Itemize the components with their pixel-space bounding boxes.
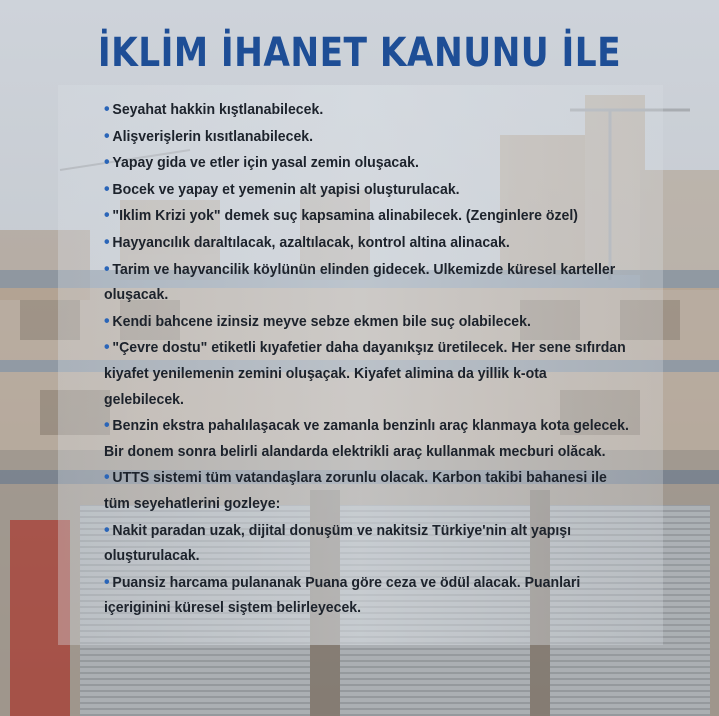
list-item	[104, 569, 630, 621]
list-item-text: Benzin ekstra pahalılaşacak ve zamanla benzinlı araç klanmaya kota gelecek. Bir donem sonra belirli alandarda elektrikli araç kullanmak mecburi olăcak.	[104, 417, 629, 460]
bullet-icon: •	[104, 519, 110, 539]
list-item-text: Puansiz harcama pulananak Puana göre ceza ve ödül alacak. Puanlari içeriginini küresel siştem belirleyecek.	[104, 573, 581, 617]
bullet-icon: •	[104, 152, 110, 172]
bullet-icon: •	[104, 571, 110, 591]
list-item-text: Seyahat hakkin kıştlanabilecek.	[112, 101, 324, 118]
list-item	[104, 256, 630, 308]
bullet-icon: •	[104, 310, 110, 330]
bullet-icon: •	[104, 337, 110, 357]
bullet-icon: •	[104, 231, 110, 251]
bullet-icon: •	[104, 99, 110, 118]
list-item-text: "Çevre dostu" etiketli kıyafetier daha dayanıkşız üretilecek. Her sene sıfırdan kiyafet yenilemenin zemini oluşaçak. Kiyafet alimina da yillik k-ota gelebilecek.	[104, 339, 626, 408]
list-item	[104, 308, 630, 335]
claims-list	[104, 96, 630, 621]
list-item	[104, 464, 630, 516]
list-item-text: UTTS sistemi tüm vatandaşlara zorunlu olacak. Karbon takibi bahanesi ile tüm seyehatlerini gozleye:	[104, 469, 607, 512]
list-item-text: "Iklim Krizi yok" demek suç kapsamina alinabilecek. (Zenginlere özel)	[112, 207, 578, 225]
list-item-text: Kendi bahcene izinsiz meyve sebze ekmen bile suç olabilecek.	[112, 312, 531, 330]
list-item	[104, 334, 630, 412]
bullet-icon: •	[104, 467, 110, 487]
list-item-text: Hayyancılık daraltılacak, azaltılacak, kontrol altina alinacak.	[112, 233, 510, 251]
list-item	[104, 517, 630, 569]
bullet-icon: •	[104, 178, 110, 198]
bullet-icon: •	[104, 415, 110, 435]
list-item-text: Nakit paradan uzak, dijital donuşüm ve nakitsiz Türkiye'nin alt yapışı oluşturulacak.	[104, 521, 572, 565]
list-item-text: Yapay gida ve etler için yasal zemin oluşacak.	[112, 154, 419, 172]
list-item	[104, 202, 630, 229]
list-item	[104, 96, 630, 123]
list-item	[104, 123, 630, 150]
bullet-icon: •	[104, 258, 110, 278]
bullet-icon: •	[104, 125, 110, 145]
list-item	[104, 412, 630, 464]
list-item	[104, 229, 630, 256]
list-item-text: Alişverişlerin kısıtlanabilecek.	[112, 127, 314, 145]
bullet-icon: •	[104, 205, 110, 225]
list-item	[104, 176, 630, 203]
list-item	[104, 149, 630, 176]
page-title: İKLİM İHANET KANUNU İLE	[97, 30, 622, 76]
list-item-text: Bocek ve yapay et yemenin alt yapisi oluşturulacak.	[112, 180, 460, 198]
list-item-text: Tarim ve hayvancilik köylünün elinden gidecek. Ulkemizde küresel karteller oluşacak.	[104, 260, 616, 304]
